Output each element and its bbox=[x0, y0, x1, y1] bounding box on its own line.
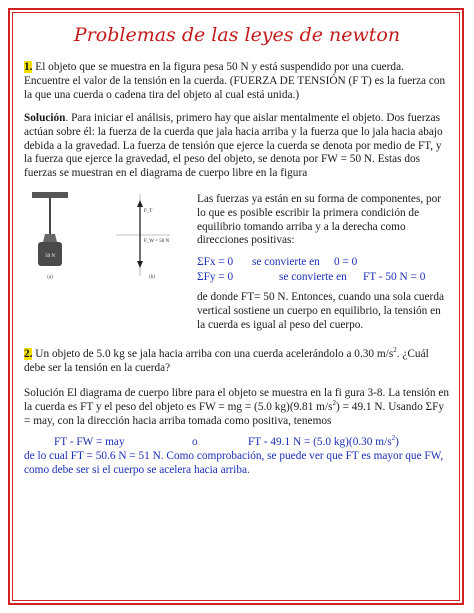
eq-fy-left: ΣFy = 0 bbox=[197, 271, 234, 283]
problem-2-number: 2. bbox=[24, 348, 33, 360]
ft-label: F_T bbox=[144, 209, 153, 214]
solution-2 bbox=[24, 387, 452, 428]
eq-fx-mid: se convierte en bbox=[252, 256, 320, 268]
free-body-diagram bbox=[28, 190, 188, 282]
ft-arrowhead bbox=[137, 200, 143, 207]
components-paragraph: Las fuerzas ya están en su forma de componentes, por lo que es posible escribir la primera condición de equilibrio tomando arriba y a la derecha como direcciones positivas: bbox=[197, 193, 442, 247]
caption-a: (a) bbox=[47, 275, 53, 280]
solution-2-line1b: ) = 49.1 N. Usando ΣFy = may, con la dirección hacia arriba tomada como positiva, tenemos bbox=[24, 400, 445, 427]
fw-arrowhead bbox=[137, 261, 143, 268]
conclusion-1: de donde FT= 50 N. Entonces, cuando una sola cuerda vertical sostiene un cuerpo en equilibrio, la tensión en la cuerda es igual al peso del cuerpo. bbox=[197, 291, 444, 331]
eq-fy-mid: se convierte en bbox=[279, 271, 347, 283]
problem-2-text-b: . ¿Cuál debe ser la tensión en la cuerda? bbox=[24, 348, 429, 374]
solution-1-label: Solución bbox=[24, 112, 66, 124]
problem-1-text: El objeto que se muestra en la figura pesa 50 N y está suspendido por una cuerda. Encuentre el valor de la tensión en la cuerda. (FUERZA DE TENSIÓN (F T) es la fuerza con la que una cuerda o cadena tira del objeto al cual está unida.) bbox=[24, 61, 446, 101]
eq2-or: o bbox=[192, 436, 198, 448]
solution-1 bbox=[24, 112, 452, 181]
page-title: Problemas de las leyes de newton bbox=[73, 24, 401, 46]
solution-1-text: . Para iniciar el análisis, primero hay que aislar mentalmente el objeto. Dos fuerzas actúan sobre él: la fuerza de la cuerda que jala hacia arriba y la fuerza que lo jala hacia abajo debida a la gravedad. La fuerza de tensión que ejerce la cuerda se denota por medio de FT, y la fuerza que ejerce la gravedad, el peso del objeto, se denota por FW = 50 N. Estas dos fuerzas se muestran en el diagrama de cuerpo libre en la figura bbox=[24, 112, 443, 180]
eq2-left: FT - FW = may bbox=[54, 436, 125, 448]
solution-2-sup: 2 bbox=[332, 399, 337, 408]
eq2-right: FT - 49.1 N = (5.0 kg)(0.30 $m/s^2$) bbox=[248, 434, 399, 448]
fw-label: F_W = 50 N bbox=[144, 239, 170, 244]
solution-2-final: de lo cual FT = 50.6 N = 51 N. Como comprobación, se puede ver que FT es mayor que FW, como debe ser si el cuerpo se acelera hacia arriba. bbox=[24, 450, 444, 476]
eq-fx-left: ΣFx = 0 bbox=[197, 256, 234, 268]
eq-fy-right: FT - 50 N = 0 bbox=[363, 271, 426, 283]
problem-1-number: 1. bbox=[24, 61, 33, 73]
hook bbox=[43, 234, 57, 242]
weight-label: 50 N bbox=[45, 254, 55, 259]
problem-1 bbox=[24, 61, 452, 102]
problem-2-text-a: Un objeto de 5.0 kg se jala hacia arriba con una cuerda acelerándolo a 0.30 m/s bbox=[32, 348, 394, 360]
eq-fx-right: 0 = 0 bbox=[334, 256, 358, 268]
problem-2 bbox=[24, 348, 452, 376]
figure-hanging-weight bbox=[28, 190, 188, 282]
ceiling-beam bbox=[32, 192, 68, 198]
solution-2-line1: Solución El diagrama de cuerpo libre para el objeto se muestra en la fi gura 3-8. La tensión en la cuerda es FT y el peso del objeto es FW = mg = (5.0 kg)(9.81 m/s bbox=[24, 387, 450, 413]
caption-b: (b) bbox=[149, 275, 155, 280]
problem-2-sup: 2 bbox=[393, 346, 397, 355]
